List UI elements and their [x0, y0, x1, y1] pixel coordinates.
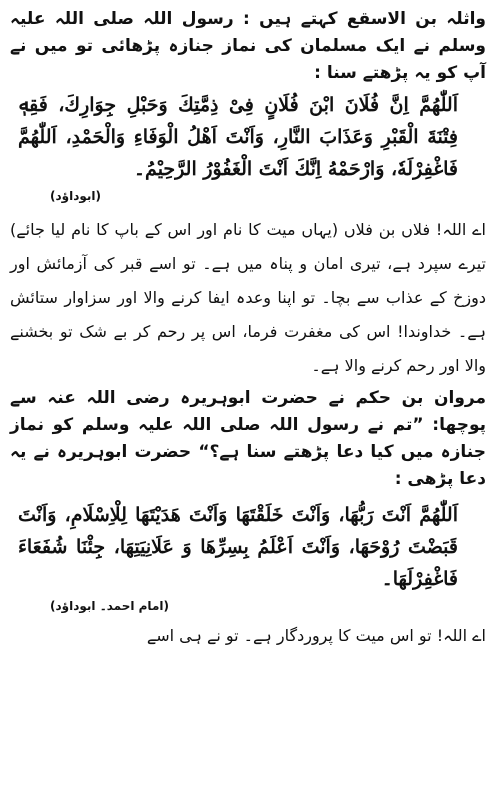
- second-dua-arabic: اَللّٰهُمَّ اَنْتَ رَبُّهَا، وَاَنْتَ خَلَقْتَهَا وَاَنْتَ هَدَيْتَهَا لِلْاِسْلَامِ، وَاَنْتَ قَبَضْتَ رُوْحَهَا، وَاَنْتَ اَعْلَمُ بِسِرِّهَا وَ عَلَانِيَتِهَا، جِئْنَا شُفَعَاءَ فَاغْفِرْلَهَا۔: [18, 504, 458, 590]
- dua-reference: (ابوداؤد): [50, 189, 101, 203]
- closing-translation-line: اے اللہ! تو اس میت کا پروردگار ہے۔ تو نے ہی اسے: [146, 626, 486, 645]
- dua-translation: اے اللہ! فلاں بن فلاں (یہاں میت کا نام اور اس کے باپ کا نام لیا جائے) تیرے سپرد ہے، تیری امان و پناہ میں ہے۔ تو اسے قبر کی آزمائش اور دوزخ کے عذاب سے بچا۔ تو اپنا وعدہ ایفا کرنے والا اور سزاوار ستائش ہے۔ خداوندا! اس کی مغفرت فرما، اس پر رحم کر بے شک تو بخشنے والا اور رحم کرنے والا ہے۔: [10, 220, 486, 375]
- funeral-dua-arabic: اَللّٰهُمَّ اِنَّ فُلَانَ ابْنَ فُلَانٍ فِیْ ذِمَّتِكَ وَحَبْلِ جِوَارِكَ، فَقِهٖ فِتْنَةَ الْقَبْرِ وَعَذَابَ النَّارِ، وَاَنْتَ اَهْلُ الْوَفَاءِ وَالْحَمْدِ، اَللّٰهُمَّ فَاغْفِرْلَهٗ، وَارْحَمْهُ اِنَّكَ اَنْتَ الْغَفُوْرُ الرَّحِیْمُ۔: [18, 94, 458, 180]
- intro-paragraph: واثلہ بن الاسقع کہتے ہیں : رسول اللہ صلی اللہ علیہ وسلم نے ایک مسلمان کی نماز جنازہ پڑھائی تو میں نے آپ کو یہ پڑھتے سنا :: [10, 9, 486, 83]
- second-paragraph: مروان بن حکم نے حضرت ابوہریرہ رضی اللہ عنہ سے پوچھا: ”تم نے رسول اللہ صلی اللہ علیہ وسلم کو نماز جنازہ میں کیا دعا پڑھتے سنا ہے؟“ حضرت ابوہریرہ نے یہ دعا پڑھی :: [10, 388, 486, 489]
- second-dua-reference: (امام احمد۔ ابوداؤد): [50, 599, 169, 613]
